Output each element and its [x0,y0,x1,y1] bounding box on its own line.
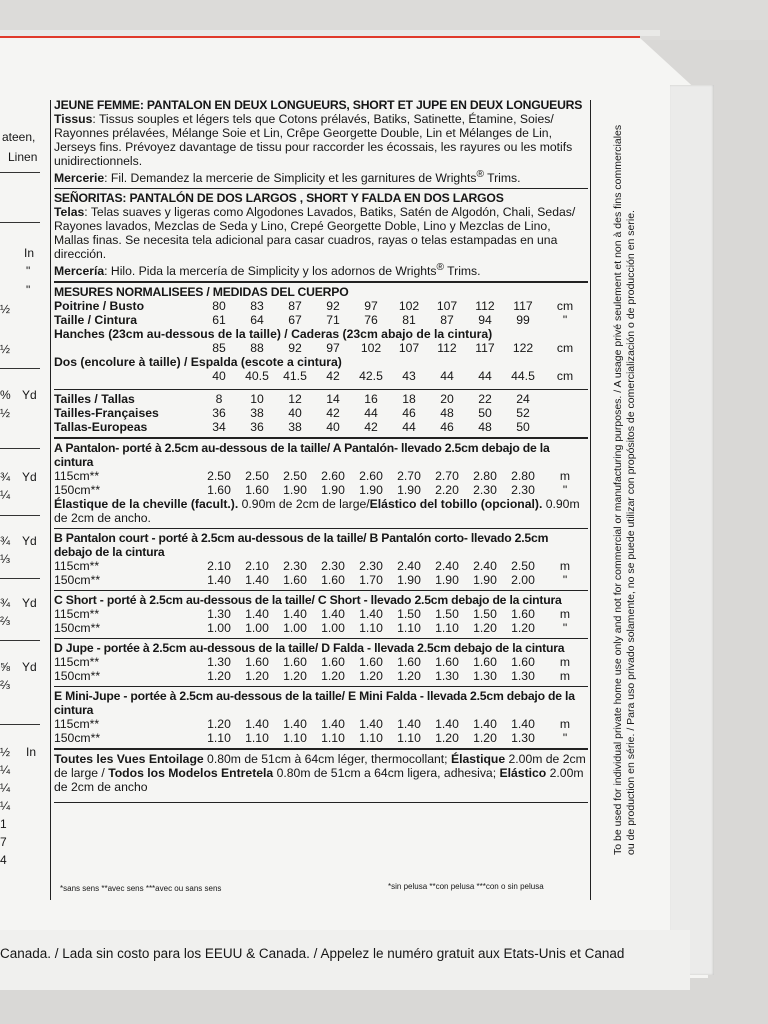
row-label: Dos (encolure à taille) / Espalda (escote a cintura) [54,355,342,370]
divider [54,188,588,189]
row-label: 115cm** [54,559,100,574]
left-fragment: In [26,745,37,759]
view-e-title: E Mini-Jupe - portée à 2.5cm au-dessous de la taille/ E Mini Falda - llevada 2.5cm debajo de la cintura [54,689,575,718]
table-row: 150cm** 1.40 1.40 1.60 1.60 1.70 1.90 1.90 1.90 2.00 " [54,573,568,588]
left-fragment: ⅓ [0,552,11,566]
table-row: 150cm** 1.10 1.10 1.10 1.10 1.10 1.10 1.20 1.20 1.30 " [54,731,568,746]
left-fragment: In [24,246,35,260]
divider [54,528,588,529]
table-row: 150cm** 1.20 1.20 1.20 1.20 1.20 1.20 1.30 1.30 1.30 m [54,669,571,684]
interfacing-note: Toutes les Vues Entoilage 0.80m de 51cm à 64cm léger, thermocollant; Élastique 2.00m de 2cm de large / Todos los Modelos Entretela 0.80m de 51cm a 64cm ligera, adhesiva; Elástico 2.00m de 2cm de ancho [54,752,586,795]
panel-divider-right [590,100,591,900]
vertical-usage-note [612,120,652,880]
row-label: 150cm** [54,731,101,746]
body-measurements-table [54,299,588,383]
left-fragment: ¼ [0,781,11,795]
table-row: 115cm** 2.50 2.50 2.50 2.60 2.60 2.70 2.70 2.80 2.80 m [54,469,571,484]
row-label: 150cm** [54,573,101,588]
left-fragment: " [26,283,31,297]
left-fragment: 7 [0,835,7,849]
left-fragment: Yd [22,660,37,674]
table-row: 40 40.5 41.5 42 42.5 43 44 44 44.5 cm [212,369,574,384]
row-label: Tailles-Françaises [54,406,159,421]
left-fragment: " [26,264,31,278]
left-fragment: Yd [22,470,37,484]
left-fragment: ¼ [0,799,11,813]
left-fragment: ¼ [0,763,11,777]
left-fragment: % [0,388,11,402]
left-rule [0,640,40,641]
divider [54,389,588,390]
measures-title: MESURES NORMALISEES / MEDIDAS DEL CUERPO [54,285,349,300]
left-fragment: 1 [0,817,7,831]
left-fragment: ateen, [2,130,36,144]
left-fragment: ¾ [0,470,11,484]
jeune-mercerie: Mercerie: Fil. Demandez la mercerie de Simplicity et les garnitures de Wrights® Trims. [54,169,521,186]
table-row: Poitrine / Busto 80 83 87 92 97 102 107 112 117 cm [54,299,574,314]
row-label: 150cm** [54,621,101,636]
toll-free-line: Canada. / Lada sin costo para los EEUU & Canada. / Appelez le numéro gratuit aux Etats-Unis et Canad [0,946,625,961]
footnote-spanish: *sin pelusa **con pelusa ***con o sin pelusa [388,882,544,891]
row-label: Tallas-Europeas [54,420,148,435]
left-fragment: ⅔ [0,614,11,628]
divider [54,437,588,439]
left-fragment: ½ [0,406,11,420]
left-rule [0,448,40,449]
red-top-stripe [0,36,640,38]
table-row: Taille / Cintura 61 64 67 71 76 81 87 94 99 " [54,313,568,328]
left-rule [0,172,40,173]
footnote-french: *sans sens **avec sens ***avec ou sans sens [60,884,222,893]
row-label: 115cm** [54,717,100,732]
senoritas-merceria: Mercería: Hilo. Pida la mercería de Simplicity y los adornos de Wrights® Trims. [54,262,481,279]
view-e-yardage-table [54,717,588,745]
table-row: 115cm** 1.20 1.40 1.40 1.40 1.40 1.40 1.40 1.40 1.40 m [54,717,571,732]
left-rule [0,578,40,579]
left-fragment: 4 [0,853,7,867]
usage-note-text: To be used for individual private home use only and not for commercial or manufacturing purposes. / A usage privé seulement et non à des fins commerciales ou de production en série. / Para uso privado solamente, no se puede utilizar con propósitos de comercialización o de producción en serie. [612,124,637,855]
table-row: 115cm** 1.30 1.40 1.40 1.40 1.40 1.50 1.50 1.50 1.60 m [54,607,571,622]
fabric-chart-panel [54,98,588,805]
divider [54,748,588,750]
left-cutoff-column [0,0,48,1024]
left-fragment: ½ [0,745,11,759]
sizes-table [54,392,588,434]
view-d-yardage-table [54,655,588,683]
left-fragment: Linen [8,150,38,164]
view-d-title: D Jupe - portée à 2.5cm au-dessous de la taille/ D Falda - llevada 2.5cm debajo de la cintura [54,641,565,656]
view-b-yardage-table [54,559,588,587]
table-row [54,355,588,369]
left-fragment: Yd [22,596,37,610]
view-a-elastic: Élastique de la cheville (facult.). 0.90m de 2cm de large/Elástico del tobillo (opcional). 0.90m de 2cm de ancho. [54,497,580,526]
row-label: 115cm** [54,607,100,622]
row-label: Tailles / Tallas [54,392,135,407]
jeune-title: JEUNE FEMME: PANTALON EN DEUX LONGUEURS, SHORT ET JUPE EN DEUX LONGUEURS [54,98,583,112]
row-label: 150cm** [54,669,101,684]
panel-divider-left [50,100,51,900]
table-row: 115cm** 1.30 1.60 1.60 1.60 1.60 1.60 1.60 1.60 1.60 m [54,655,571,670]
left-fragment: Yd [22,388,37,402]
view-c-title: C Short - porté à 2.5cm au-dessous de la taille/ C Short - llevado 2.5cm debajo de la cintura [54,593,562,608]
row-label: Hanches (23cm au-dessous de la taille) / Caderas (23cm abajo de la cintura) [54,327,493,342]
divider [54,590,588,591]
row-label: 115cm** [54,469,100,484]
left-fragment: ½ [0,342,11,356]
table-row: 85 88 92 97 102 107 112 117 122 cm [212,341,574,356]
view-b-title: B Pantalon court - porté à 2.5cm au-dessous de la taille/ B Pantalón corto- llevado 2.5cm debajo de la cintura [54,531,549,560]
senoritas-title: SEÑORITAS: PANTALÓN DE DOS LARGOS , SHORT Y FALDA EN DOS LARGOS [54,191,504,206]
view-a-yardage-table [54,469,588,497]
row-label: 115cm** [54,655,100,670]
left-rule [0,724,40,725]
left-rule [0,368,40,369]
senoritas-telas: Telas: Telas suaves y ligeras como Algodones Lavados, Batiks, Satén de Algodón, Chali, Sedas/ Rayones lavados, Mezclas de Seda y Lino, Crepé Georgette Doble, Lino y Mezclas de Lino, Mallas finas. Se necesita tela adicional para casar cuadros, rayas o telas estampadas en una dirección. [54,205,576,262]
left-fragment: ½ [0,302,11,316]
row-label: Taille / Cintura [54,313,138,328]
left-fragment: Yd [22,534,37,548]
divider [54,802,588,803]
divider [54,281,588,283]
left-fragment: ⅔ [0,678,11,692]
left-rule [0,222,40,223]
left-rule [0,515,40,516]
table-row [54,327,588,341]
jeune-tissus: Tissus: Tissus souples et légers tels que Cotons prélavés, Batiks, Satinette, Étamine, Soies/ Rayonnes prélavées, Mélange Soie et Lin, Crêpe Georgette Double, Lin et Mélanges de Lin, Jerseys fins. Prévoyez davantage de tissu pour raccorder les écossais, les rayures ou les motifs unidirectionnels. [54,112,573,168]
table-row: 150cm** 1.60 1.60 1.90 1.90 1.90 1.90 2.20 2.30 2.30 " [54,483,568,498]
envelope-fold-edge [670,85,714,975]
row-label: 150cm** [54,483,101,498]
table-row: 115cm** 2.10 2.10 2.30 2.30 2.30 2.40 2.40 2.40 2.50 m [54,559,571,574]
left-fragment: ¾ [0,534,11,548]
table-row: Tallas-Europeas 34 36 38 40 42 44 46 48 50 [54,420,530,435]
left-fragment: ¾ [0,596,11,610]
view-a-title: A Pantalon- porté à 2.5cm au-dessous de la taille/ A Pantalón- llevado 2.5cm debajo de la cintura [54,441,550,470]
table-row: Tailles-Françaises 36 38 40 42 44 46 48 50 52 [54,406,530,421]
divider [54,686,588,687]
table-row: Tailles / Tallas 8 10 12 14 16 18 20 22 24 [54,392,530,407]
view-c-yardage-table [54,607,588,635]
left-fragment: ¼ [0,488,11,502]
left-fragment: ⅝ [0,660,11,674]
row-label: Poitrine / Busto [54,299,145,314]
divider [54,638,588,639]
table-row: 150cm** 1.00 1.00 1.00 1.00 1.10 1.10 1.10 1.20 1.20 " [54,621,568,636]
